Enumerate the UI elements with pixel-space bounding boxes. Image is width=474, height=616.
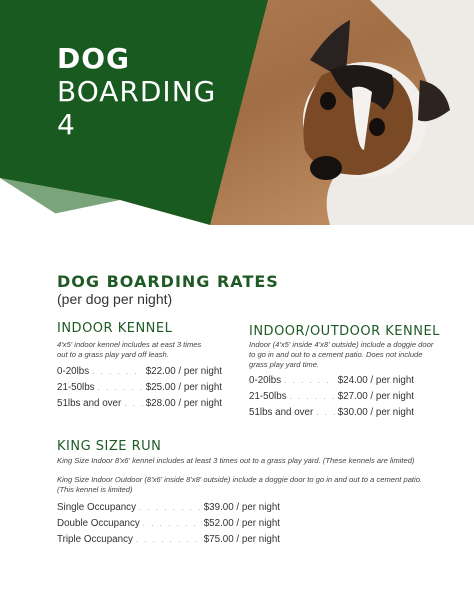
indoor-outdoor-note-line3: grass play yard time. [249, 360, 320, 369]
king-note2-line2: (This kennel is limited) [57, 485, 133, 494]
indoor-note-line2: out to a grass play yard off leash. [57, 350, 169, 359]
price-value: $52.00 / per night [203, 518, 280, 529]
leader-dots [124, 399, 142, 408]
price-value: $75.00 / per night [203, 534, 280, 545]
price-value: $30.00 / per night [337, 407, 414, 418]
price-row-indoor-outdoor-3 [249, 407, 414, 421]
price-row-indoor-outdoor-2 [249, 391, 414, 405]
rates-subheading: (per dog per night) [57, 291, 173, 307]
hero-title-line3: 4 [57, 108, 76, 141]
indoor-outdoor-kennel-note [249, 340, 433, 370]
price-row-indoor-outdoor-1 [249, 375, 414, 389]
weight-label: 21-50lbs [57, 382, 95, 393]
weight-label: 21-50lbs [249, 391, 287, 402]
indoor-kennel-note [57, 340, 201, 360]
hero-title-line2: BOARDING [57, 75, 217, 108]
hero-title [57, 42, 216, 141]
price-row-indoor-3 [57, 398, 222, 412]
leader-dots [98, 383, 143, 392]
price-value: $27.00 / per night [337, 391, 414, 402]
indoor-note-line1: 4'x5' indoor kennel includes at east 3 times [57, 340, 202, 349]
leader-dots [92, 367, 143, 376]
leader-dots [284, 376, 335, 385]
price-row-king-double [57, 518, 280, 532]
occupancy-label: Double Occupancy [57, 518, 140, 529]
price-value: $25.00 / per night [145, 382, 222, 393]
weight-label: 0-20lbs [249, 375, 282, 386]
price-row-indoor-2 [57, 382, 222, 396]
indoor-outdoor-note-line1: Indoor (4'x5' inside 4'x8' outside) include a doggie door [249, 340, 434, 349]
price-value: $24.00 / per night [337, 375, 414, 386]
indoor-outdoor-kennel-title: INDOOR/OUTDOOR KENNEL [249, 324, 440, 339]
hero-banner [0, 0, 474, 225]
rates-heading: DOG BOARDING RATES [57, 272, 279, 291]
weight-label: 51lbs and over [249, 407, 314, 418]
occupancy-label: Single Occupancy [57, 502, 136, 513]
price-row-king-single [57, 502, 280, 516]
leader-dots [136, 535, 201, 544]
king-size-note2 [57, 475, 422, 495]
indoor-kennel-title: INDOOR KENNEL [57, 321, 173, 336]
king-size-run-title: KING SIZE RUN [57, 439, 162, 454]
price-row-indoor-1 [57, 366, 222, 380]
occupancy-label: Triple Occupancy [57, 534, 133, 545]
king-note2-line1: King Size Indoor Outdoor (8'x6' inside 8'x8' outside) include a doggie door to go in and out to a cement patio. [57, 475, 423, 484]
weight-label: 51lbs and over [57, 398, 122, 409]
price-value: $28.00 / per night [145, 398, 222, 409]
weight-label: 0-20lbs [57, 366, 90, 377]
leader-dots [139, 503, 201, 512]
leader-dots [290, 392, 335, 401]
hero-title-line1: DOG [57, 42, 131, 75]
price-value: $39.00 / per night [203, 502, 280, 513]
leader-dots [143, 519, 201, 528]
indoor-outdoor-note-line2: to go in and out to a cement patio. Does not include [249, 350, 423, 359]
price-row-king-triple [57, 534, 280, 548]
king-size-note1: King Size Indoor 8'x6' kennel includes at least 3 times out to a grass play yard. (These kennels are limited) [57, 456, 415, 465]
leader-dots [316, 408, 334, 417]
price-value: $22.00 / per night [145, 366, 222, 377]
